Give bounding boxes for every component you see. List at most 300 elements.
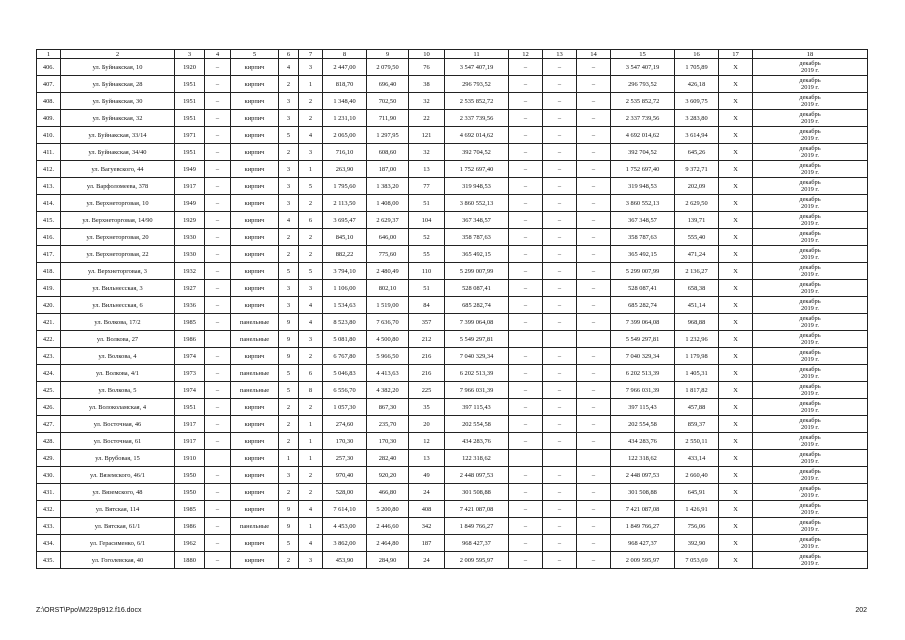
deadline-cell [753,433,868,450]
total-cost-cell: 296 793,52 [445,76,509,93]
row-number-cell: 418. [37,263,61,280]
cost-per-sqm-cell: 7 053,69 [675,552,719,569]
year-built-cell: 1951 [175,93,205,110]
cost-col-12-cell: – [509,229,543,246]
deadline-cell [753,229,868,246]
mark-cell: Х [719,501,753,518]
row-number-cell: 408. [37,93,61,110]
table-row [37,229,868,246]
regional-cost-cell: 528 087,41 [611,280,675,297]
mark-cell: Х [719,365,753,382]
address-cell: ул. Вяземского, 46/1 [61,467,175,484]
cost-col-13-cell: – [543,348,577,365]
living-area-cell: 1 519,00 [367,297,409,314]
total-area-cell: 4 453,00 [323,518,367,535]
cost-col-13-cell: – [543,535,577,552]
residents-cell: 24 [409,484,445,501]
wall-material-cell: кирпич [231,416,279,433]
footer-page-number: 202 [855,607,867,614]
cost-per-sqm-cell: 2 136,27 [675,263,719,280]
cost-col-13-cell: – [543,365,577,382]
cost-col-12-cell: – [509,127,543,144]
deadline-year: 2019 г. [801,509,819,516]
year-built-cell: 1951 [175,76,205,93]
regional-cost-cell: 202 554,58 [611,416,675,433]
entrances-cell: 2 [299,110,323,127]
wall-material-cell: панельные [231,314,279,331]
cost-col-13-cell: – [543,467,577,484]
column-number-14: 14 [577,50,611,59]
row-number-cell: 417. [37,246,61,263]
year-rebuilt-cell: – [205,161,231,178]
living-area-cell: 5 200,80 [367,501,409,518]
wall-material-cell: кирпич [231,59,279,76]
residents-cell: 32 [409,144,445,161]
total-cost-cell: 1 849 766,27 [445,518,509,535]
total-area-cell: 170,30 [323,433,367,450]
mark-cell: Х [719,314,753,331]
cost-per-sqm-cell: 9 372,71 [675,161,719,178]
wall-material-cell: кирпич [231,501,279,518]
residents-cell: 51 [409,195,445,212]
deadline-year: 2019 г. [801,305,819,312]
total-area-cell: 1 795,60 [323,178,367,195]
deadline-year: 2019 г. [801,288,819,295]
total-cost-cell: 528 087,41 [445,280,509,297]
regional-cost-cell: 2 448 097,53 [611,467,675,484]
regional-cost-cell: 319 948,53 [611,178,675,195]
row-number-cell: 426. [37,399,61,416]
cost-col-14-cell: – [577,161,611,178]
living-area-cell: 187,00 [367,161,409,178]
living-area-cell: 696,40 [367,76,409,93]
address-cell: ул. Верхнеторговая, 3 [61,263,175,280]
total-area-cell: 8 523,80 [323,314,367,331]
row-number-cell: 419. [37,280,61,297]
column-number-15: 15 [611,50,675,59]
table-body [37,59,868,569]
residents-cell: 12 [409,433,445,450]
cost-col-13-cell: – [543,76,577,93]
deadline-cell [753,501,868,518]
residents-cell: 49 [409,467,445,484]
wall-material-cell: кирпич [231,229,279,246]
residents-cell: 342 [409,518,445,535]
deadline-cell [753,297,868,314]
cost-per-sqm-cell: 1 232,96 [675,331,719,348]
entrances-cell: 4 [299,127,323,144]
wall-material-cell: кирпич [231,76,279,93]
cost-col-12-cell: – [509,552,543,569]
cost-per-sqm-cell: 1 405,31 [675,365,719,382]
cost-per-sqm-cell: 859,37 [675,416,719,433]
entrances-cell: 2 [299,246,323,263]
table-row [37,314,868,331]
deadline-cell [753,518,868,535]
column-number-7: 7 [299,50,323,59]
row-number-cell: 430. [37,467,61,484]
table-row [37,501,868,518]
wall-material-cell: кирпич [231,127,279,144]
cost-per-sqm-cell: 2 629,50 [675,195,719,212]
cost-col-13-cell: – [543,484,577,501]
total-cost-cell: 358 787,63 [445,229,509,246]
cost-col-14-cell [577,450,611,467]
table-row [37,382,868,399]
living-area-cell: 775,60 [367,246,409,263]
deadline-month: декабрь [799,196,821,203]
floors-cell: 2 [279,552,299,569]
table-row [37,467,868,484]
deadline-cell [753,535,868,552]
wall-material-cell: кирпич [231,467,279,484]
entrances-cell: 2 [299,195,323,212]
mark-cell: Х [719,484,753,501]
column-number-5: 5 [231,50,279,59]
address-cell: ул. Верхнеторговая, 10 [61,195,175,212]
floors-cell: 9 [279,348,299,365]
cost-col-12-cell: – [509,59,543,76]
cost-col-14-cell: – [577,212,611,229]
deadline-cell [753,552,868,569]
wall-material-cell: кирпич [231,263,279,280]
year-built-cell: 1930 [175,229,205,246]
regional-cost-cell: 6 202 513,39 [611,365,675,382]
regional-cost-cell: 1 752 697,40 [611,161,675,178]
year-rebuilt-cell: – [205,518,231,535]
mark-cell: Х [719,263,753,280]
year-built-cell: 1880 [175,552,205,569]
year-built-cell: 1986 [175,331,205,348]
total-area-cell: 6 556,70 [323,382,367,399]
cost-col-12-cell: – [509,212,543,229]
living-area-cell: 2 446,60 [367,518,409,535]
deadline-month: декабрь [799,485,821,492]
deadline-cell [753,127,868,144]
year-rebuilt-cell: – [205,535,231,552]
deadline-year: 2019 г. [801,67,819,74]
table-row [37,212,868,229]
residents-cell: 24 [409,552,445,569]
deadline-year: 2019 г. [801,101,819,108]
cost-per-sqm-cell: 2 550,11 [675,433,719,450]
cost-col-13-cell: – [543,280,577,297]
regional-cost-cell: 7 399 064,08 [611,314,675,331]
year-rebuilt-cell: – [205,76,231,93]
total-area-cell: 2 065,00 [323,127,367,144]
mark-cell: Х [719,127,753,144]
row-number-cell: 421. [37,314,61,331]
regional-cost-cell: 968 427,37 [611,535,675,552]
deadline-month: декабрь [799,162,821,169]
total-area-cell: 263,90 [323,161,367,178]
year-built-cell: 1951 [175,144,205,161]
cost-col-14-cell: – [577,314,611,331]
table-row [37,280,868,297]
wall-material-cell: панельные [231,331,279,348]
cost-per-sqm-cell: 433,14 [675,450,719,467]
deadline-month: декабрь [799,247,821,254]
address-cell: ул. Буйнакская, 10 [61,59,175,76]
deadline-year: 2019 г. [801,118,819,125]
column-number-17: 17 [719,50,753,59]
total-cost-cell: 2 448 097,53 [445,467,509,484]
cost-per-sqm-cell: 645,91 [675,484,719,501]
address-cell: ул. Вильнесская, 3 [61,280,175,297]
address-cell: ул. Волоколамская, 4 [61,399,175,416]
residents-cell: 84 [409,297,445,314]
cost-per-sqm-cell: 3 614,94 [675,127,719,144]
row-number-cell: 423. [37,348,61,365]
floors-cell: 2 [279,229,299,246]
year-built-cell: 1950 [175,484,205,501]
total-cost-cell: 5 299 007,99 [445,263,509,280]
year-rebuilt-cell: – [205,314,231,331]
address-cell: ул. Вильнесская, 6 [61,297,175,314]
address-cell: ул. Буйнакская, 34/40 [61,144,175,161]
living-area-cell: 1 408,00 [367,195,409,212]
row-number-cell: 412. [37,161,61,178]
address-cell: ул. Буйнакская, 32 [61,110,175,127]
living-area-cell: 608,60 [367,144,409,161]
floors-cell: 5 [279,365,299,382]
wall-material-cell: кирпич [231,348,279,365]
cost-col-14-cell: – [577,399,611,416]
deadline-month: декабрь [799,315,821,322]
mark-cell: Х [719,450,753,467]
cost-col-12-cell: – [509,161,543,178]
deadline-month: декабрь [799,145,821,152]
total-cost-cell: 2 009 595,97 [445,552,509,569]
cost-per-sqm-cell: 1 426,91 [675,501,719,518]
total-area-cell: 2 113,50 [323,195,367,212]
year-rebuilt-cell: – [205,178,231,195]
cost-per-sqm-cell: 202,09 [675,178,719,195]
total-cost-cell: 968 427,37 [445,535,509,552]
deadline-month: декабрь [799,451,821,458]
cost-col-13-cell: – [543,93,577,110]
wall-material-cell: кирпич [231,297,279,314]
floors-cell: 3 [279,467,299,484]
cost-col-12-cell: – [509,144,543,161]
total-cost-cell: 2 337 739,56 [445,110,509,127]
deadline-year: 2019 г. [801,560,819,567]
regional-cost-cell: 367 348,57 [611,212,675,229]
mark-cell: Х [719,229,753,246]
total-area-cell: 882,22 [323,246,367,263]
cost-col-12-cell: – [509,280,543,297]
floors-cell: 9 [279,501,299,518]
deadline-month: декабрь [799,468,821,475]
deadline-year: 2019 г. [801,271,819,278]
column-number-12: 12 [509,50,543,59]
mark-cell: Х [719,518,753,535]
entrances-cell: 1 [299,450,323,467]
cost-col-13-cell: – [543,229,577,246]
cost-col-14-cell: – [577,518,611,535]
cost-per-sqm-cell: 2 660,40 [675,467,719,484]
deadline-year: 2019 г. [801,441,819,448]
deadline-month: декабрь [799,94,821,101]
cost-col-12-cell: – [509,348,543,365]
table-row [37,195,868,212]
address-cell: ул. Волкова, 17/2 [61,314,175,331]
address-cell: ул. Герасименко, 6/1 [61,535,175,552]
deadline-month: декабрь [799,179,821,186]
cost-col-14-cell: – [577,246,611,263]
cost-col-13-cell: – [543,144,577,161]
cost-col-12-cell: – [509,399,543,416]
entrances-cell: 5 [299,263,323,280]
year-built-cell: 1930 [175,246,205,263]
cost-per-sqm-cell: 555,40 [675,229,719,246]
cost-col-13-cell: – [543,314,577,331]
living-area-cell: 4 413,63 [367,365,409,382]
table-row [37,263,868,280]
residents-cell: 216 [409,348,445,365]
total-cost-cell: 122 318,62 [445,450,509,467]
row-number-cell: 429. [37,450,61,467]
entrances-cell: 2 [299,467,323,484]
total-cost-cell: 202 554,58 [445,416,509,433]
deadline-cell [753,212,868,229]
wall-material-cell: кирпич [231,280,279,297]
year-built-cell: 1920 [175,59,205,76]
cost-col-13-cell: – [543,161,577,178]
year-rebuilt-cell: – [205,59,231,76]
year-built-cell: 1951 [175,110,205,127]
row-number-cell: 420. [37,297,61,314]
wall-material-cell: кирпич [231,399,279,416]
wall-material-cell: кирпич [231,450,279,467]
total-cost-cell: 365 492,15 [445,246,509,263]
living-area-cell: 867,30 [367,399,409,416]
year-built-cell: 1917 [175,178,205,195]
deadline-cell [753,416,868,433]
floors-cell: 3 [279,110,299,127]
floors-cell: 9 [279,518,299,535]
column-number-9: 9 [367,50,409,59]
cost-col-12-cell: – [509,365,543,382]
deadline-month: декабрь [799,434,821,441]
floors-cell: 3 [279,161,299,178]
deadline-month: декабрь [799,536,821,543]
regional-cost-cell: 397 115,43 [611,399,675,416]
column-number-2: 2 [61,50,175,59]
address-cell: ул. Буйнакская, 28 [61,76,175,93]
total-area-cell: 7 614,10 [323,501,367,518]
living-area-cell: 282,40 [367,450,409,467]
living-area-cell: 2 079,50 [367,59,409,76]
total-area-cell: 257,30 [323,450,367,467]
entrances-cell: 1 [299,161,323,178]
table-row [37,297,868,314]
residents-cell: 51 [409,280,445,297]
year-built-cell: 1927 [175,280,205,297]
entrances-cell: 2 [299,93,323,110]
cost-col-12-cell [509,331,543,348]
cost-col-14-cell: – [577,467,611,484]
residents-cell: 13 [409,450,445,467]
deadline-month: декабрь [799,519,821,526]
deadline-cell [753,263,868,280]
floors-cell: 2 [279,399,299,416]
living-area-cell: 235,70 [367,416,409,433]
cost-col-12-cell: – [509,433,543,450]
entrances-cell: 5 [299,178,323,195]
floors-cell: 3 [279,195,299,212]
wall-material-cell: панельные [231,382,279,399]
deadline-month: декабрь [799,553,821,560]
address-cell: ул. Восточная, 61 [61,433,175,450]
cost-col-13-cell: – [543,178,577,195]
deadline-month: декабрь [799,417,821,424]
living-area-cell: 5 966,50 [367,348,409,365]
entrances-cell: 3 [299,59,323,76]
wall-material-cell: кирпич [231,484,279,501]
entrances-cell: 8 [299,382,323,399]
residents-cell: 225 [409,382,445,399]
year-rebuilt-cell: – [205,144,231,161]
living-area-cell: 7 636,70 [367,314,409,331]
cost-col-13-cell: – [543,110,577,127]
regional-cost-cell: 7 421 087,08 [611,501,675,518]
living-area-cell: 802,10 [367,280,409,297]
table-row [37,161,868,178]
total-cost-cell: 5 549 297,81 [445,331,509,348]
living-area-cell: 2 480,49 [367,263,409,280]
wall-material-cell: кирпич [231,246,279,263]
total-cost-cell: 3 860 552,13 [445,195,509,212]
cost-col-13-cell: – [543,501,577,518]
total-cost-cell: 319 948,53 [445,178,509,195]
living-area-cell: 702,50 [367,93,409,110]
floors-cell: 2 [279,246,299,263]
row-number-cell: 432. [37,501,61,518]
row-number-cell: 414. [37,195,61,212]
cost-col-14-cell: – [577,195,611,212]
living-area-cell: 711,90 [367,110,409,127]
entrances-cell: 2 [299,484,323,501]
cost-col-14-cell: – [577,127,611,144]
deadline-cell [753,314,868,331]
living-area-cell: 1 383,20 [367,178,409,195]
wall-material-cell: кирпич [231,144,279,161]
year-rebuilt-cell: – [205,93,231,110]
year-rebuilt-cell: – [205,110,231,127]
deadline-month: декабрь [799,383,821,390]
table-row [37,450,868,467]
total-cost-cell: 7 966 031,39 [445,382,509,399]
residents-cell: 52 [409,229,445,246]
row-number-cell: 407. [37,76,61,93]
cost-per-sqm-cell: 3 283,80 [675,110,719,127]
entrances-cell: 3 [299,144,323,161]
row-number-cell: 416. [37,229,61,246]
cost-col-14-cell: – [577,76,611,93]
cost-col-14-cell: – [577,178,611,195]
mark-cell: Х [719,93,753,110]
year-rebuilt-cell: – [205,399,231,416]
year-rebuilt-cell: – [205,280,231,297]
address-cell: ул. Буйнакская, 33/14 [61,127,175,144]
total-area-cell: 3 695,47 [323,212,367,229]
table-row [37,331,868,348]
table-row [37,535,868,552]
wall-material-cell: кирпич [231,93,279,110]
total-cost-cell: 7 421 087,08 [445,501,509,518]
regional-cost-cell: 365 492,15 [611,246,675,263]
